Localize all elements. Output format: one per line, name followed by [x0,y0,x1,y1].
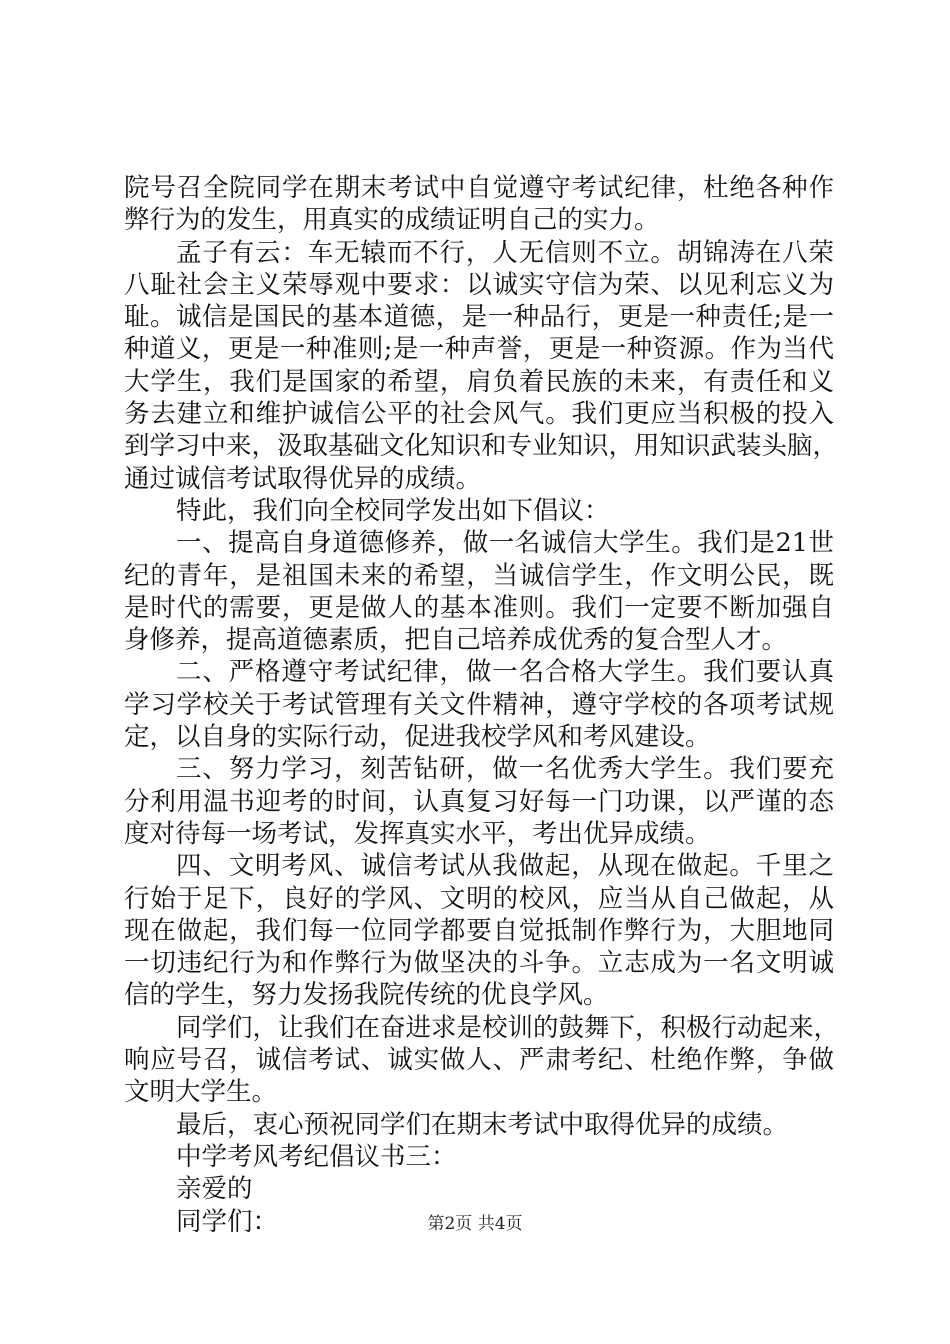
text-line: 定，以自身的实际行动，促进我校学风和考风建设。 [124,722,711,753]
paragraph-first-line: 同学们，让我们在奋进求是校训的鼓舞下，积极行动起来， [176,1012,840,1043]
text-line: 身修养，提高道德素质，把自己培养成优秀的复合型人才。 [124,625,788,656]
section-heading: 中学考风考纪倡议书三： [176,1141,457,1172]
text-line: 现在做起，我们每一位同学都要自觉抵制作弊行为，大胆地同 [124,915,834,946]
paragraph-first-line: 最后，衷心预祝同学们在期末考试中取得优异的成绩。 [176,1109,789,1140]
salutation-line: 同学们： [176,1206,279,1237]
paragraph-first-line: 特此，我们向全校同学发出如下倡议： [176,495,610,526]
text-line: 信的学生，努力发扬我院传统的优良学风。 [124,980,609,1011]
paragraph-first-line: 孟子有云：车无辕而不行，人无信则不立。胡锦涛在八荣 [176,237,834,268]
text-line: 弊行为的发生，用真实的成绩证明自己的实力。 [124,205,660,236]
text-line: 文明大学生。 [124,1077,278,1108]
paragraph-first-line: 二、严格遵守考试纪律，做一名合格大学生。我们要认真 [176,657,834,688]
page-number-footer: 第2页 共4页 [427,1214,523,1234]
paragraph-first-line: 四、文明考风、诚信考试从我做起，从现在做起。千里之 [176,851,834,882]
text-line: 纪的青年，是祖国未来的希望，当诚信学生，作文明公民，既 [124,560,834,591]
text-line: 度对待每一场考试，发挥真实水平，考出优异成绩。 [124,818,711,849]
text-line: 分利用温书迎考的时间，认真复习好每一门功课，以严谨的态 [124,786,834,817]
text-line: 响应号召，诚信考试、诚实做人、严肃考纪、杜绝作弊，争做 [124,1045,834,1076]
salutation-line: 亲爱的 [176,1174,253,1205]
text-line: 种道义，更是一种准则;是一种声誉，更是一种资源。作为当代 [124,334,834,365]
document-body [124,172,840,1238]
text-line: 八耻社会主义荣辱观中要求：以诚实守信为荣、以见利忘义为 [124,269,834,300]
text-line: 务去建立和维护诚信公平的社会风气。我们更应当积极的投入 [124,399,834,430]
text-line: 耻。诚信是国民的基本道德，是一种品行，更是一种责任;是一 [124,302,834,333]
text-line: 大学生，我们是国家的希望，肩负着民族的未来，有责任和义 [124,366,834,397]
text-line: 行始于足下，良好的学风、文明的校风，应当从自己做起，从 [124,883,834,914]
text-line: 是时代的需要，更是做人的基本准则。我们一定要不断加强自 [124,592,834,623]
paragraph-first-line: 一、提高自身道德修养，做一名诚信大学生。我们是21世 [176,528,834,559]
text-line: 到学习中来，汲取基础文化知识和专业知识，用知识武装头脑， [124,431,839,462]
text-line: 学习学校关于考试管理有关文件精神，遵守学校的各项考试规 [124,689,834,720]
text-line: 一切违纪行为和作弊行为做坚决的斗争。立志成为一名文明诚 [124,948,834,979]
text-line: 通过诚信考试取得优异的成绩。 [124,463,482,494]
text-line: 院号召全院同学在期末考试中自觉遵守考试纪律，杜绝各种作 [124,173,834,203]
paragraph-first-line: 三、努力学习，刻苦钻研，做一名优秀大学生。我们要充 [176,754,834,785]
